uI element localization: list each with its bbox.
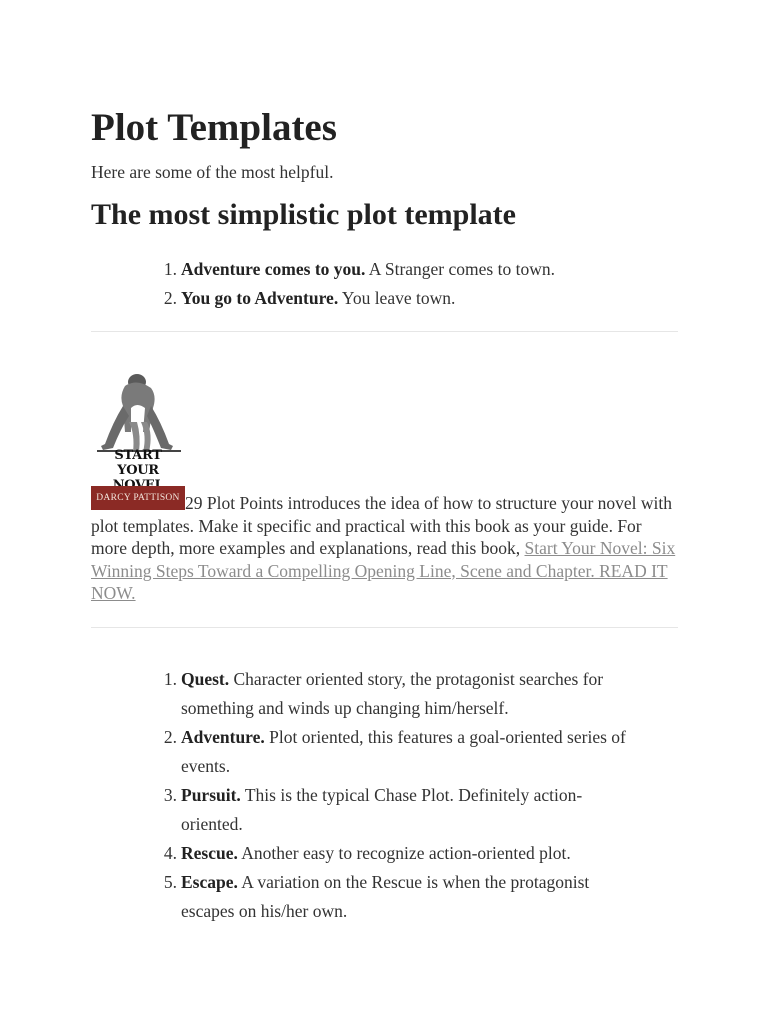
list-item bbox=[163, 868, 641, 926]
list-item-text: A Stranger comes to town. bbox=[365, 259, 555, 279]
book-cover-image[interactable] bbox=[91, 372, 185, 512]
list-item-bold: Pursuit. bbox=[181, 785, 241, 805]
list-number: 3. bbox=[163, 785, 177, 805]
page-title: Plot Templates bbox=[91, 106, 337, 149]
book-author-banner: DARCY PATTISON bbox=[91, 486, 185, 510]
simple-plot-list bbox=[163, 255, 678, 313]
plot-types-list bbox=[163, 665, 641, 926]
paragraph-text: 29 Plot Points introduces the idea of how to structure your novel with plot templates. Make it specific and practical with this book as your guide. For more depth, more examples and explanations, read this book, bbox=[91, 493, 673, 558]
divider bbox=[91, 331, 678, 332]
intro-text: Here are some of the most helpful. bbox=[91, 162, 334, 182]
list-item bbox=[163, 781, 641, 839]
list-item-text: This is the typical Chase Plot. Definitely action-oriented. bbox=[181, 785, 583, 834]
list-item-text: Plot oriented, this features a goal-oriented series of events. bbox=[181, 727, 626, 776]
list-item bbox=[163, 723, 641, 781]
runner-illustration bbox=[91, 372, 185, 456]
list-item bbox=[163, 839, 641, 868]
section-heading: The most simplistic plot template bbox=[91, 198, 516, 231]
list-number: 4. bbox=[163, 843, 177, 863]
list-item-bold: Quest. bbox=[181, 669, 230, 689]
list-number: 1. bbox=[163, 669, 177, 689]
list-number: 1. bbox=[163, 259, 177, 279]
list-item-text: You leave town. bbox=[338, 288, 456, 308]
list-number: 2. bbox=[163, 288, 177, 308]
list-item-bold: Rescue. bbox=[181, 843, 238, 863]
list-number: 2. bbox=[163, 727, 177, 747]
book-promo-paragraph bbox=[91, 492, 678, 605]
list-item-bold: You go to Adventure. bbox=[181, 288, 339, 308]
divider bbox=[91, 627, 678, 628]
book-link[interactable]: Start Your Novel: Six Winning Steps Toward a Compelling Opening Line, Scene and Chapter. READ IT NOW. bbox=[91, 538, 676, 603]
list-item-bold: Escape. bbox=[181, 872, 238, 892]
book-title: START YOUR bbox=[114, 448, 162, 478]
list-item bbox=[163, 255, 678, 284]
list-item-text: Character oriented story, the protagonist searches for something and winds up changing him/herself. bbox=[181, 669, 604, 718]
list-number: 5. bbox=[163, 872, 177, 892]
list-item-text: A variation on the Rescue is when the protagonist escapes on his/her own. bbox=[181, 872, 590, 921]
list-item bbox=[163, 284, 678, 313]
list-item-text: Another easy to recognize action-oriented plot. bbox=[237, 843, 571, 863]
list-item bbox=[163, 665, 641, 723]
list-item-bold: Adventure. bbox=[181, 727, 265, 747]
list-item-bold: Adventure comes to you. bbox=[181, 259, 366, 279]
